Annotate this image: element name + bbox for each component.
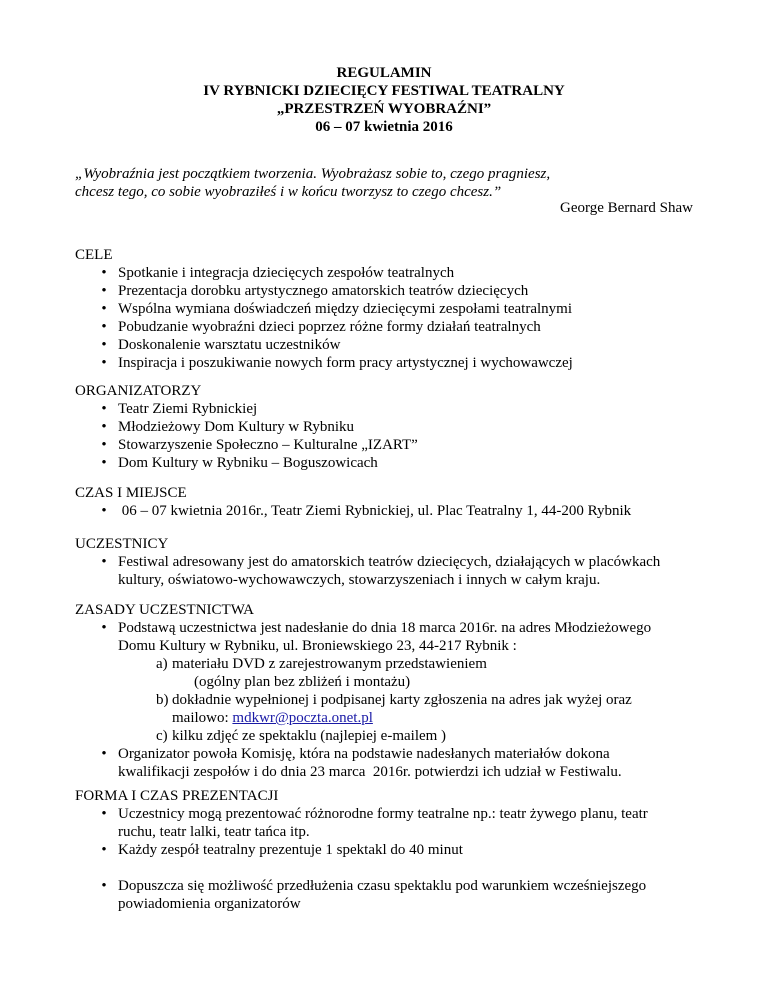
list-item-text: kwalifikacji zespołów i do dnia 23 marca 2016r. potwierdzi ich udział w Festiwalu. xyxy=(118,764,622,780)
bullet-icon: • xyxy=(101,806,107,822)
section-title: CELE xyxy=(75,247,113,263)
document-header xyxy=(0,64,768,136)
sublist-item-text: materiału DVD z zarejestrowanym przedstawieniem xyxy=(172,656,487,672)
section-organizatorzy xyxy=(75,382,705,472)
quote xyxy=(75,165,695,201)
list-item-text: Dopuszcza się możliwość przedłużenia czasu spektaklu pod warunkiem wcześniejszego xyxy=(118,878,647,894)
list-item-text: powiadomienia organizatorów xyxy=(118,896,301,912)
list-item xyxy=(75,841,705,859)
bullet-icon: • xyxy=(101,842,107,858)
list-item-text: ruchu, teatr lalki, teatr tańca itp. xyxy=(118,824,310,840)
bullet-icon: • xyxy=(101,337,107,353)
uczestnicy-list xyxy=(75,553,705,589)
organizatorzy-list xyxy=(75,400,705,472)
list-item-text: Każdy zespół teatralny prezentuje 1 spektakl do 40 minut xyxy=(118,842,463,858)
list-item-text: Stowarzyszenie Społeczno – Kulturalne „IZART” xyxy=(118,437,418,453)
list-item xyxy=(75,300,705,318)
list-item-text: Dom Kultury w Rybniku – Boguszowicach xyxy=(118,455,378,471)
section-title: UCZESTNICY xyxy=(75,536,169,552)
list-item-text: Wspólna wymiana doświadczeń między dziecięcymi zespołami teatralnymi xyxy=(118,301,572,317)
sublist-marker: c) xyxy=(156,728,168,744)
section-czas-i-miejsce xyxy=(75,484,705,520)
section-zasady xyxy=(75,601,705,781)
list-item-text: Podstawą uczestnictwa jest nadesłanie do dnia 18 marca 2016r. na adres Młodzieżowego xyxy=(118,620,652,636)
header-title: REGULAMIN xyxy=(336,65,432,81)
sublist-item xyxy=(156,727,705,745)
czas-list xyxy=(75,502,705,520)
list-item-text: Pobudzanie wyobraźni dzieci poprzez różne formy działań teatralnych xyxy=(118,319,541,335)
list-item xyxy=(75,619,705,745)
list-item-text: Organizator powoła Komisję, która na podstawie nadesłanych materiałów dokona xyxy=(118,746,610,762)
section-title: ZASADY UCZESTNICTWA xyxy=(75,602,255,618)
list-item xyxy=(75,264,705,282)
bullet-icon: • xyxy=(101,503,107,519)
list-item-text: 06 – 07 kwietnia 2016r., Teatr Ziemi Rybnickiej, ul. Plac Teatralny 1, 44-200 Rybnik xyxy=(118,503,632,519)
list-item-text: Inspiracja i poszukiwanie nowych form pracy artystycznej i wychowawczej xyxy=(118,355,573,371)
list-item xyxy=(75,336,705,354)
list-item xyxy=(75,318,705,336)
bullet-icon: • xyxy=(101,455,107,471)
email-link[interactable]: mdkwr@poczta.onet.pl xyxy=(232,710,373,726)
quote-line: chcesz tego, co sobie wyobraziłeś i w końcu tworzysz to czego chcesz.” xyxy=(75,184,502,200)
forma-list xyxy=(75,805,705,913)
list-item-text: Domu Kultury w Rybniku, ul. Broniewskiego 23, 44-217 Rybnik : xyxy=(118,638,517,654)
bullet-icon: • xyxy=(101,355,107,371)
bullet-icon: • xyxy=(101,419,107,435)
list-item xyxy=(75,553,705,589)
bullet-icon: • xyxy=(101,554,107,570)
bullet-icon: • xyxy=(101,746,107,762)
list-item-text: Spotkanie i integracja dziecięcych zespołów teatralnych xyxy=(118,265,455,281)
list-item-text: Uczestnicy mogą prezentować różnorodne formy teatralne np.: teatr żywego planu, teatr xyxy=(118,806,648,822)
list-item xyxy=(75,400,705,418)
header-dates: 06 – 07 kwietnia 2016 xyxy=(315,119,453,135)
bullet-icon: • xyxy=(101,265,107,281)
email-line xyxy=(172,709,705,727)
list-item-text: Teatr Ziemi Rybnickiej xyxy=(118,401,258,417)
sublist-item xyxy=(156,691,705,727)
list-item xyxy=(75,354,705,372)
bullet-icon: • xyxy=(101,319,107,335)
sublist-marker: a) xyxy=(156,656,168,672)
list-item xyxy=(75,454,705,472)
list-item-text: Doskonalenie warsztatu uczestników xyxy=(118,337,341,353)
bullet-icon: • xyxy=(101,437,107,453)
section-title: CZAS I MIEJSCE xyxy=(75,485,187,501)
list-item-text: Młodzieżowy Dom Kultury w Rybniku xyxy=(118,419,355,435)
bullet-icon: • xyxy=(101,620,107,636)
sublist-item-text: (ogólny plan bez zbliżeń i montażu) xyxy=(194,674,411,690)
list-item xyxy=(75,282,705,300)
list-item xyxy=(75,745,705,781)
section-forma xyxy=(75,787,705,913)
section-title: FORMA I CZAS PREZENTACJI xyxy=(75,788,279,804)
section-title: ORGANIZATORZY xyxy=(75,383,202,399)
list-item xyxy=(75,877,705,913)
list-item xyxy=(75,805,705,841)
quote-author: George Bernard Shaw xyxy=(559,200,693,216)
zasady-sublist xyxy=(118,655,705,745)
list-item xyxy=(75,436,705,454)
list-item xyxy=(75,418,705,436)
email-prefix: mailowo: xyxy=(172,710,233,726)
bullet-icon: • xyxy=(101,401,107,417)
section-uczestnicy xyxy=(75,535,705,589)
list-item-text: kultury, oświatowo-wychowawczych, stowarzyszeniach i innych w całym kraju. xyxy=(118,572,601,588)
quote-line: „Wyobraźnia jest początkiem tworzenia. Wyobrażasz sobie to, czego pragniesz, xyxy=(75,166,551,182)
sublist-item-text: dokładnie wypełnionej i podpisanej karty zgłoszenia na adres jak wyżej oraz xyxy=(172,692,632,708)
cele-list xyxy=(75,264,705,372)
bullet-icon: • xyxy=(101,301,107,317)
sublist-item xyxy=(156,655,705,691)
header-festival-name: IV RYBNICKI DZIECIĘCY FESTIWAL TEATRALNY xyxy=(203,83,565,99)
section-cele xyxy=(75,246,705,372)
bullet-icon: • xyxy=(101,878,107,894)
header-subtitle: „PRZESTRZEŃ WYOBRAŹNI” xyxy=(276,101,492,117)
sublist-marker: b) xyxy=(156,692,169,708)
list-item-text: Prezentacja dorobku artystycznego amatorskich teatrów dziecięcych xyxy=(118,283,529,299)
zasady-list xyxy=(75,619,705,781)
bullet-icon: • xyxy=(101,283,107,299)
list-item xyxy=(75,502,705,520)
sublist-item-text: kilku zdjęć ze spektaklu (najlepiej e-mailem ) xyxy=(172,728,447,744)
list-item-text: Festiwal adresowany jest do amatorskich teatrów dziecięcych, działających w placówkach xyxy=(118,554,661,570)
